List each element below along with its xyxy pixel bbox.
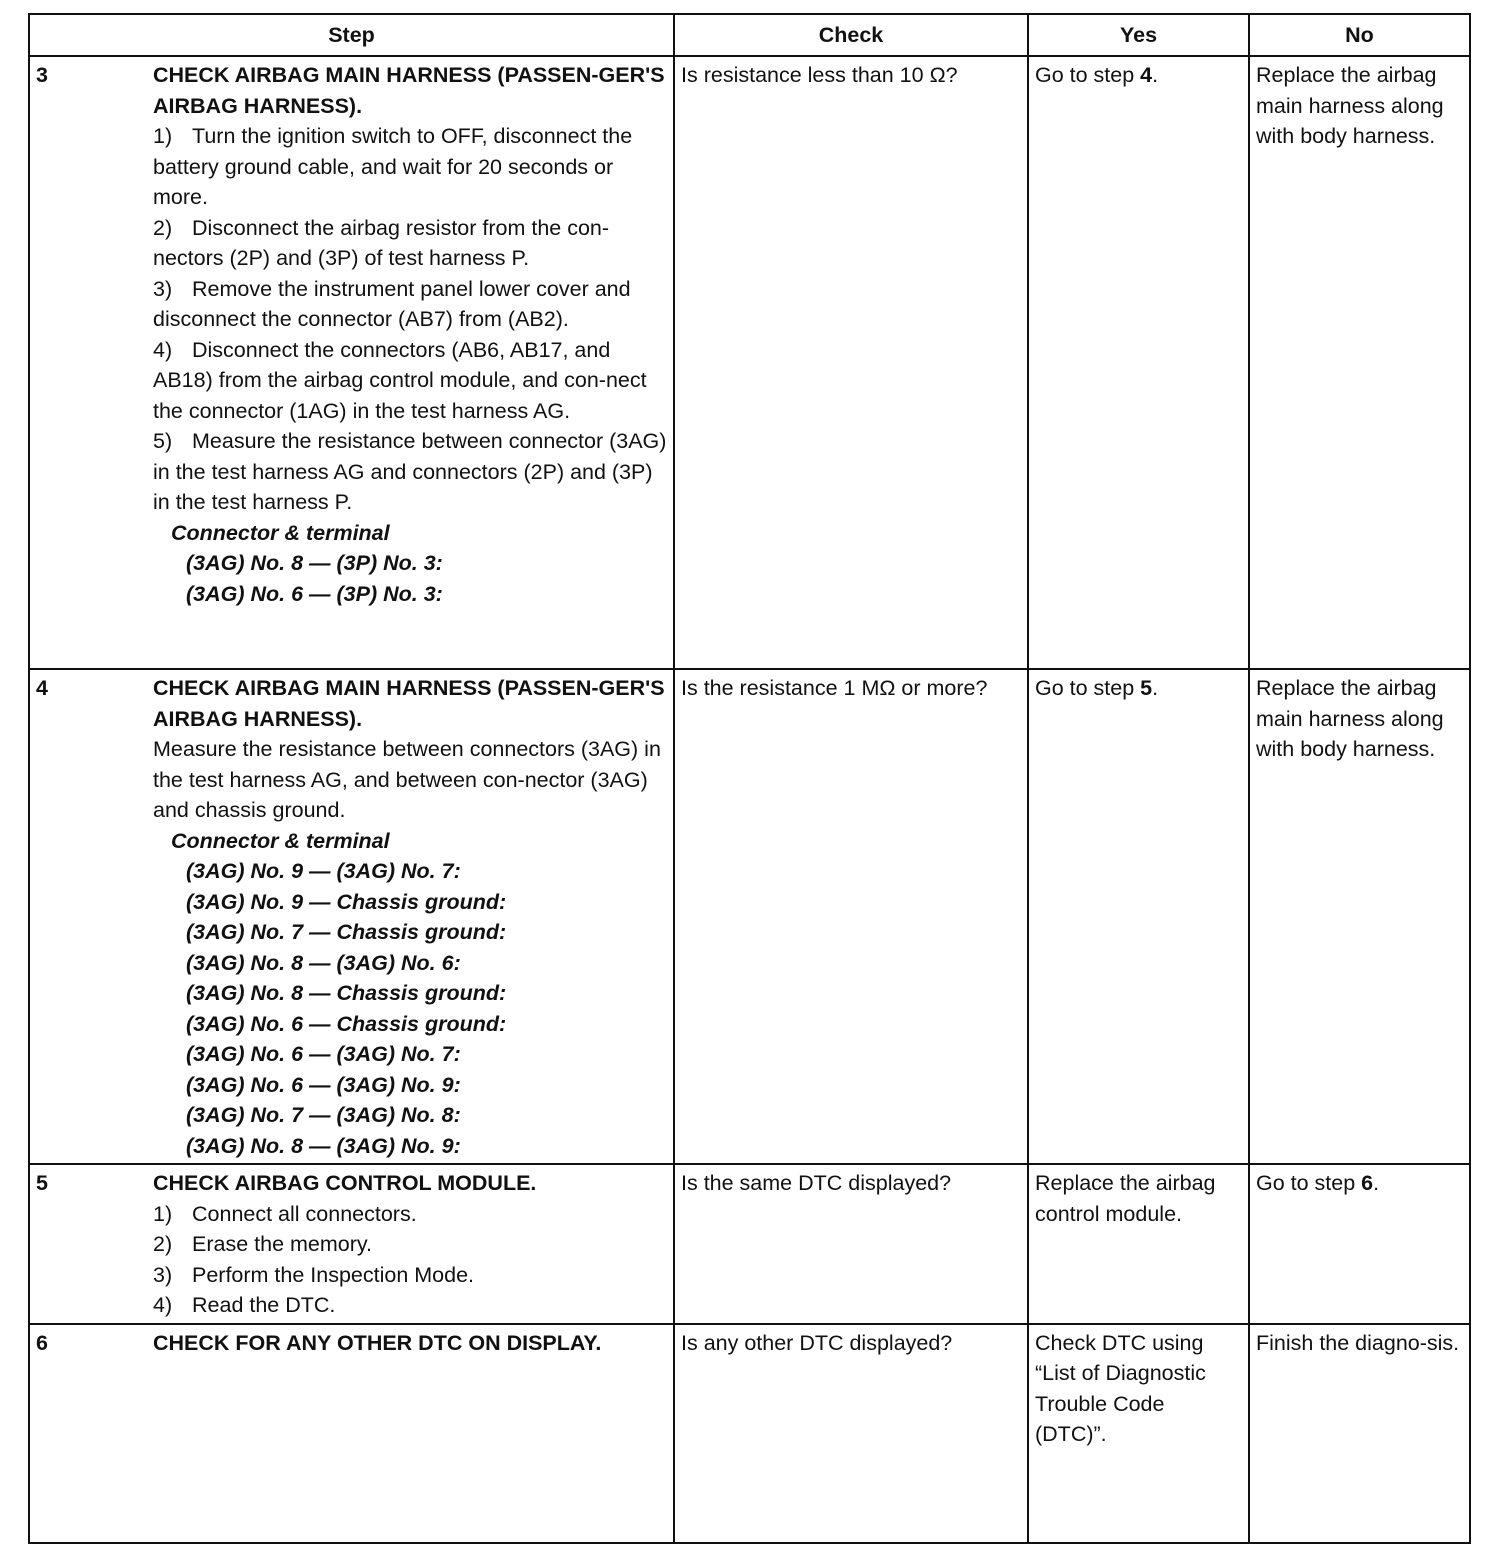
header-step: Step (29, 14, 674, 56)
header-yes: Yes (1028, 14, 1249, 56)
step-number: 3 (29, 56, 147, 669)
no-cell: Replace the airbag main harness along with body harness. (1249, 56, 1470, 669)
step-title: CHECK AIRBAG CONTROL MODULE. (153, 1171, 537, 1195)
procedure-line: 3) Perform the Inspection Mode. (153, 1262, 475, 1287)
step-title: CHECK AIRBAG MAIN HARNESS (PASSEN-GER'S AIRBAG HARNESS). (153, 63, 665, 118)
terminal-pair: (3AG) No. 8 — (3AG) No. 9: (186, 1133, 461, 1158)
step-number: 4 (29, 669, 147, 1164)
step-description (147, 1324, 674, 1543)
procedure-line: 2) Disconnect the airbag resistor from the con-nectors (2P) and (3P) of test harness P. (153, 215, 610, 270)
procedure-line: 5) Measure the resistance between connector (3AG) in the test harness AG and connectors (2P) and (3P) in the test harness P. (153, 429, 667, 514)
terminal-pair: (3AG) No. 9 — Chassis ground: (186, 889, 507, 914)
no-cell: Finish the diagno-sis. (1249, 1324, 1470, 1543)
step-description (147, 56, 674, 669)
procedure-line: 3) Remove the instrument panel lower cover and disconnect the connector (AB7) from (AB2). (153, 276, 631, 331)
table-row (29, 1324, 1470, 1543)
step-description (147, 669, 674, 1164)
connector-terminal-heading: Connector & terminal (171, 828, 390, 853)
procedure-line: 1) Connect all connectors. (153, 1201, 417, 1226)
check-cell: Is the same DTC displayed? (674, 1164, 1028, 1324)
terminal-pair: (3AG) No. 7 — Chassis ground: (186, 920, 507, 944)
check-cell: Is the resistance 1 MΩ or more? (674, 669, 1028, 1164)
no-cell: Go to step 6. (1249, 1164, 1470, 1324)
terminal-pair: (3AG) No. 7 — (3AG) No. 8: (186, 1103, 461, 1127)
procedure-line: 4) Disconnect the connectors (AB6, AB17, and AB18) from the airbag control module, and con-nect the connector (1AG) in the test harness AG. (153, 337, 647, 423)
procedure-line: 1) Turn the ignition switch to OFF, disconnect the battery ground cable, and wait for 20 seconds or more. (153, 124, 633, 209)
header-no: No (1249, 14, 1470, 56)
procedure-line: 4) Read the DTC. (153, 1293, 336, 1317)
yes-cell: Go to step 4. (1028, 56, 1249, 669)
procedure-intro: Measure the resistance between connectors (3AG) in the test harness AG, and between con-nector (3AG) and chassis ground. (153, 737, 661, 822)
table-header-row (29, 14, 1470, 56)
step-title: CHECK AIRBAG MAIN HARNESS (PASSEN-GER'S AIRBAG HARNESS). (153, 676, 665, 731)
check-cell: Is any other DTC displayed? (674, 1324, 1028, 1543)
diagnostic-table (28, 13, 1471, 1544)
terminal-pair: (3AG) No. 8 — (3P) No. 3: (186, 551, 443, 575)
terminal-pair: (3AG) No. 8 — (3AG) No. 6: (186, 950, 461, 975)
header-check: Check (674, 14, 1028, 56)
step-number: 5 (29, 1164, 147, 1324)
terminal-pair: (3AG) No. 6 — (3P) No. 3: (186, 581, 443, 606)
terminal-pair: (3AG) No. 9 — (3AG) No. 7: (186, 859, 461, 883)
table-row (29, 669, 1470, 1164)
table-row (29, 1164, 1470, 1324)
step-description (147, 1164, 674, 1324)
check-cell: Is resistance less than 10 Ω? (674, 56, 1028, 669)
terminal-pair: (3AG) No. 8 — Chassis ground: (186, 981, 507, 1005)
yes-cell: Go to step 5. (1028, 669, 1249, 1164)
step-title: CHECK FOR ANY OTHER DTC ON DISPLAY. (153, 1330, 602, 1355)
terminal-pair: (3AG) No. 6 — (3AG) No. 9: (186, 1072, 461, 1097)
connector-terminal-heading: Connector & terminal (171, 520, 390, 545)
no-cell: Replace the airbag main harness along with body harness. (1249, 669, 1470, 1164)
yes-cell: Check DTC using “List of Diagnostic Trouble Code (DTC)”. (1028, 1324, 1249, 1543)
procedure-line: 2) Erase the memory. (153, 1232, 373, 1256)
terminal-pair: (3AG) No. 6 — (3AG) No. 7: (186, 1042, 461, 1066)
step-number: 6 (29, 1324, 147, 1543)
yes-cell: Replace the airbag control module. (1028, 1164, 1249, 1324)
table-row (29, 56, 1470, 669)
terminal-pair: (3AG) No. 6 — Chassis ground: (186, 1011, 507, 1036)
